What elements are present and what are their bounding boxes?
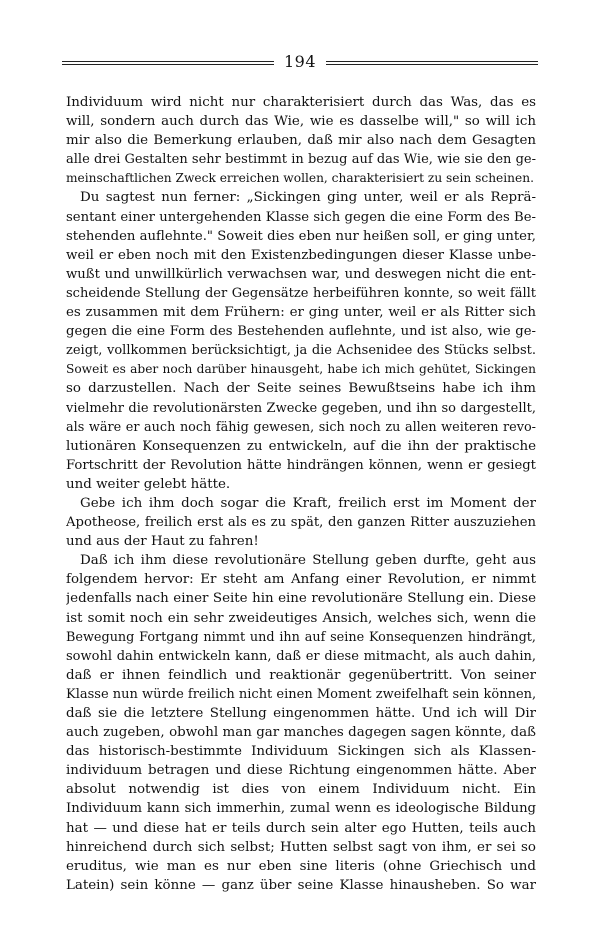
text-line: Gebe ich ihm doch sogar die Kraft, freilich erst im Moment der [80, 495, 536, 511]
text-line: ist somit noch ein sehr zweideutiges Ansich, welches sich, wenn die [66, 610, 536, 626]
text-line: Individuum kann sich immerhin, zumal wenn es ideologische Bildung [66, 801, 536, 817]
text-line: daß sie die letztere Stellung eingenommen hätte. Und ich will Dir [66, 706, 536, 721]
text-line: alle drei Gestalten sehr bestimmt in bezug auf das Wie, wie sie den ge- [66, 152, 536, 168]
text-line: Individuum wird nicht nur charakterisiert durch das Was, das es [66, 95, 536, 110]
text-line: Soweit es aber noch darüber hinausgeht, habe ich mich gehütet, Sickingen [66, 362, 536, 377]
text-line: und weiter gelebt hätte. [66, 476, 231, 492]
page-header [62, 52, 538, 72]
text-line: Klasse nun würde freilich nicht einen Moment zweifelhaft sein können, [66, 686, 536, 702]
text-line: so darzustellen. Nach der Seite seines Bewußtseins habe ich ihm [66, 381, 536, 397]
text-line: das historisch-bestimmte Individuum Sickingen sich als Klassen- [66, 744, 536, 760]
text-line: und aus der Haut zu fahren! [66, 534, 259, 550]
text-line: mir also die Bemerkung erlauben, daß mir also nach dem Gesagten [66, 133, 536, 149]
text-line: zeigt, vollkommen berücksichtigt, ja die Achsenidee des Stücks selbst. [66, 343, 536, 359]
text-line: Latein) sein könne — ganz über seine Klasse hinausheben. So war [66, 877, 536, 893]
text-line: als wäre er auch noch fähig gewesen, sich noch zu allen weiteren revo- [66, 419, 536, 435]
text-line: absolut notwendig ist dies von einem Individuum nicht. Ein [66, 782, 536, 798]
text-line: meinschaftlichen Zweck erreichen wollen, charakterisiert zu sein scheinen. [66, 171, 534, 186]
text-line: Apotheose, freilich erst als es zu spät, den ganzen Ritter auszuziehen [66, 515, 536, 531]
text-line: Fortschritt der Revolution hätte hindrängen können, wenn er gesiegt [66, 457, 536, 473]
page-number: 194 [283, 52, 317, 71]
text-line: wußt und unwillkürlich verwachsen war, und deswegen nicht die ent- [66, 266, 536, 282]
text-line: Bewegung Fortgang nimmt und ihn auf seine Konsequenzen hindrängt, [66, 629, 536, 645]
text-line: daß er ihnen feindlich und reaktionär gegenübertritt. Von seiner [66, 667, 536, 683]
text-line: gegen die eine Form des Bestehenden auflehnte, und ist also, wie ge- [66, 324, 536, 340]
text-line: hat — und diese hat er teils durch sein alter ego Hutten, teils auch [66, 820, 536, 836]
text-line: will, sondern auch durch das Wie, wie es dasselbe will," so will ich [66, 114, 536, 130]
text-line: Du sagtest nun ferner: „Sickingen ging unter, weil er als Reprä- [80, 190, 536, 206]
text-line: individuum betragen und diese Richtung eingenommen hätte. Aber [66, 763, 536, 779]
text-line: eruditus, wie man es nur eben sine literis (ohne Griechisch und [66, 858, 536, 874]
text-line: auch zugeben, obwohl man gar manches dagegen sagen könnte, daß [66, 725, 536, 741]
header-rule-right [326, 61, 538, 62]
text-line: scheidende Stellung der Gegensätze herbeiführen konnte, so weit fällt [66, 285, 536, 301]
body-text [66, 93, 536, 895]
text-line: Daß ich ihm diese revolutionäre Stellung geben durfte, geht aus [80, 553, 536, 569]
text-line: lutionären Konsequenzen zu entwickeln, auf die ihn der praktische [66, 438, 536, 454]
text-line: jedenfalls nach einer Seite hin eine revolutionäre Stellung ein. Diese [66, 591, 536, 607]
text-line: sentant einer untergehenden Klasse sich gegen die eine Form des Be- [66, 209, 536, 225]
text-line: folgendem hervor: Er steht am Anfang einer Revolution, er nimmt [66, 572, 536, 588]
text-line: weil er eben noch mit den Existenzbedingungen dieser Klasse unbe- [66, 247, 536, 263]
text-line: hinreichend durch sich selbst; Hutten selbst sagt von ihm, er sei so [66, 839, 536, 855]
text-line: stehenden auflehnte." Soweit dies eben nur heißen soll, er ging unter, [66, 228, 536, 244]
text-line: vielmehr die revolutionärsten Zwecke gegeben, und ihn so dargestellt, [66, 400, 536, 416]
text-line: sowohl dahin entwickeln kann, daß er diese mitmacht, als auch dahin, [66, 648, 536, 664]
text-line: es zusammen mit dem Frühern: er ging unter, weil er als Ritter sich [66, 305, 536, 321]
